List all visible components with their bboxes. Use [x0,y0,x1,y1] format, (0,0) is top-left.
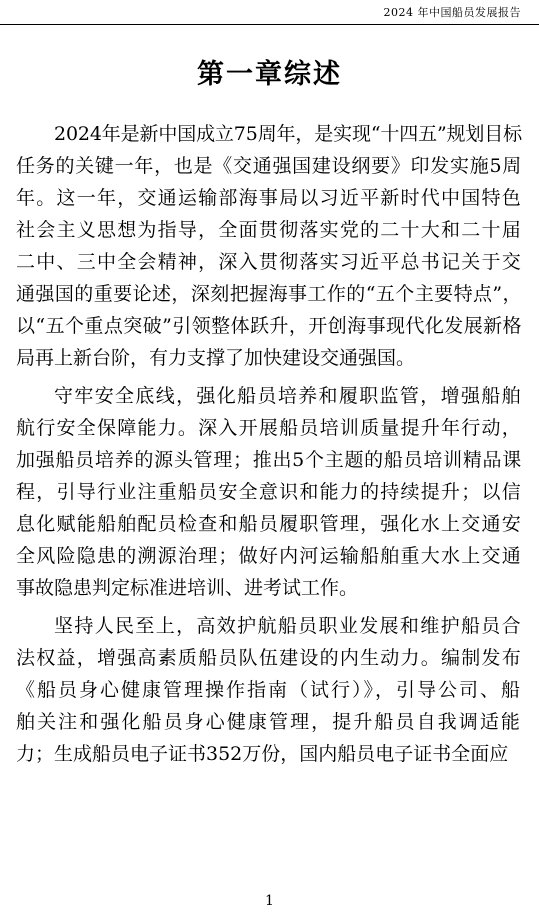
text-line: 守牢安全底线，强化船员培养和履职监管，增强船舶 [54,385,522,407]
header-divider [0,24,539,25]
text-line: 《船员身心健康管理操作指南（试行）》，引导公司、船 [16,679,522,701]
text-line: 通强国的重要论述，深刻把握海事工作的“五个主要特点”， [16,283,522,305]
body-text [16,118,522,776]
text-line: 坚持人民至上，高效护航船员职业发展和维护船员合 [54,615,522,637]
page-number: 1 [265,893,274,909]
running-header: 2024 年中国船员发展报告 [383,6,521,19]
text-line: 2024年是新中国成立75周年，是实现“十四五”规划目标 [54,123,522,145]
text-line: 加强船员培养的源头管理；推出5个主题的船员培训精品课 [16,449,522,471]
text-line: 任务的关键一年，也是《交通强国建设纲要》印发实施5周 [16,155,522,177]
text-line: 事故隐患判定标准进培训、进考试工作。 [16,577,359,599]
text-line: 全风险隐患的溯源治理；做好内河运输船舶重大水上交通 [16,545,522,567]
text-line: 二中、三中全会精神，深入贯彻落实习近平总书记关于交 [16,251,522,273]
text-line: 法权益，增强高素质船员队伍建设的内生动力。编制发布 [16,647,522,669]
text-line: 以“五个重点突破”引领整体跃升，开创海事现代化发展新格 [16,315,522,337]
text-line: 程，引导行业注重船员安全意识和能力的持续提升；以信 [16,481,522,503]
paragraph-people [16,610,522,770]
paragraph-intro [16,118,522,374]
text-line: 局再上新台阶，有力支撑了加快建设交通强国。 [16,347,416,369]
text-line: 航行安全保障能力。深入开展船员培训质量提升年行动， [16,417,522,439]
paragraph-safety [16,380,522,604]
chapter-title: 第一章综述 [197,59,342,90]
text-line: 舶关注和强化船员身心健康管理，提升船员自我调适能 [16,711,522,733]
text-line: 年。这一年，交通运输部海事局以习近平新时代中国特色 [16,187,522,209]
text-line: 力；生成船员电子证书352万份，国内船员电子证书全面应 [16,743,509,765]
text-line: 社会主义思想为指导，全面贯彻落实党的二十大和二十届 [16,219,522,241]
text-line: 息化赋能船舶配员检查和船员履职管理，强化水上交通安 [16,513,522,535]
